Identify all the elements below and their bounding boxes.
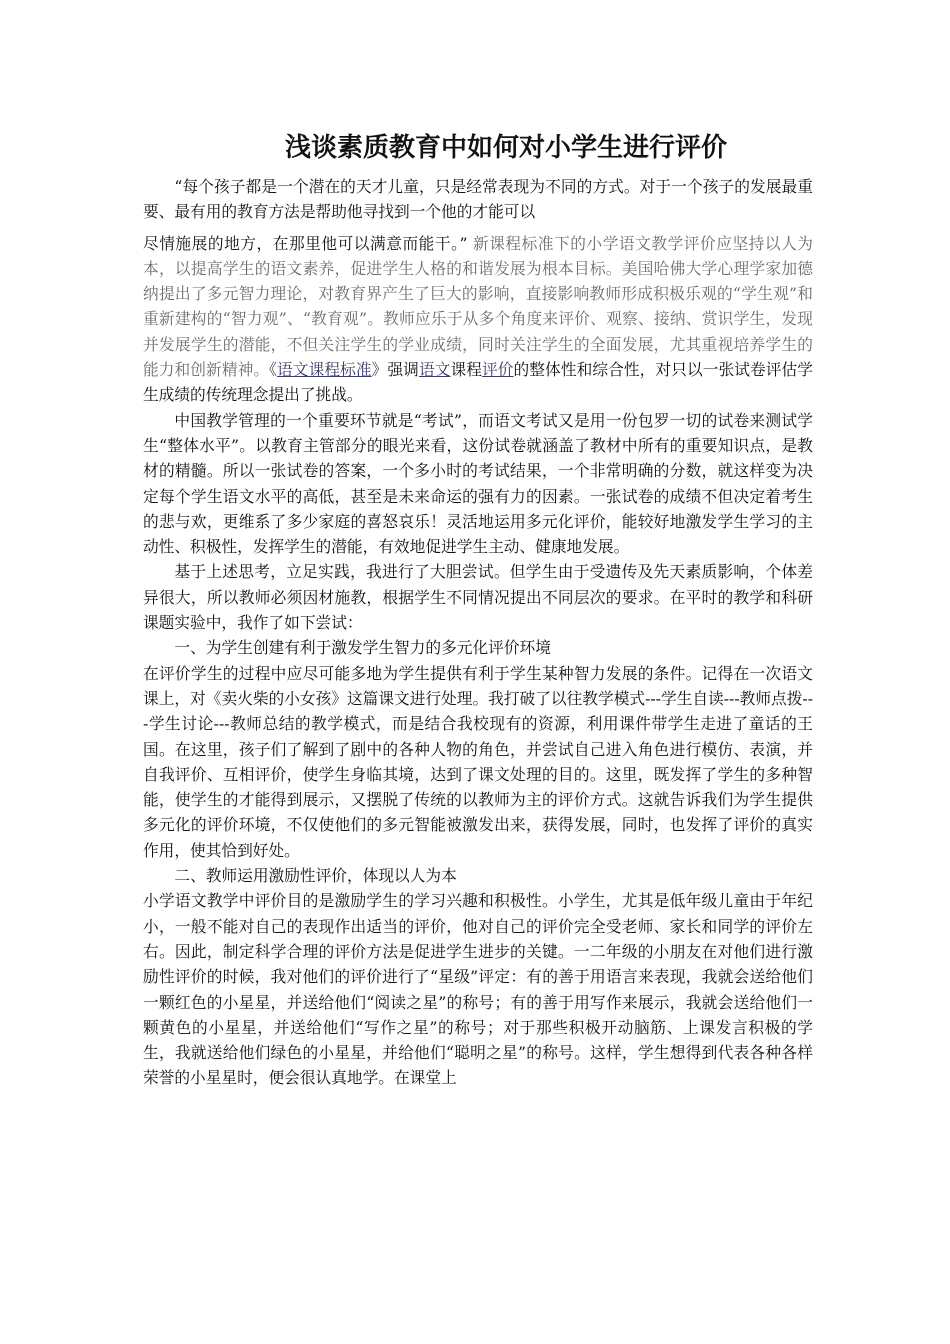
section-heading-2: 二、教师运用激励性评价，体现以人为本 — [174, 866, 457, 886]
bracket-close: 》 — [371, 360, 388, 380]
document-page — [143, 128, 813, 1091]
bracket-open: 《 — [269, 360, 278, 380]
intro-paragraph — [143, 174, 813, 225]
intro-quote-part2: 尽情施展的地方，在那里他可以满意而能干。” — [143, 233, 468, 253]
text-course: 课程 — [450, 360, 482, 380]
intro-paragraph-cont — [143, 231, 813, 408]
document-title: 浅谈素质教育中如何对小学生进行评价 — [284, 133, 727, 163]
link-language-curriculum-standard[interactable]: 语文课程标准 — [277, 360, 372, 380]
section-heading-1: 一、为学生创建有利于激发学生智力的多元化评价环境 — [174, 638, 551, 658]
intro-grey-text: 新课程标准下的小学语文教学评价应坚持以人为本，以提高学生的语文素养，促进学生人格的和谐发展为根本目标。美国哈佛大学心理学家加德纳提出了多元智力理论，对教育界产生了巨大的影响，直接影响教师形成积极乐观的“学生观”和重新建构的“智力观”、“教育观”。教师应乐于从多个角度来评价、观察、接纳、赏识学生，发现并发展学生的潜能，不但关注学生的学业成绩，同时关注学生的全面发展，尤其重视培养学生的能力和创新精神。 — [143, 233, 813, 380]
text-rest: 的整体性和综合性，对只以一张试卷评估学生成绩的传统理念提出了挑战。 — [143, 360, 813, 405]
intro-quote-part1: “每个孩子都是一个潜在的天才儿童，只是经常表现为不同的方式。对于一个孩子的发展最重要、最有用的教育方法是帮助他寻找到一个他的才能可以 — [143, 177, 813, 222]
section1-paragraph: 在评价学生的过程中应尽可能多地为学生提供有利于学生某种智力发展的条件。记得在一次语文课上，对《卖火柴的小女孩》这篇课文进行处理。我打破了以往教学模式---学生自读---教师点拨---学生讨论---教师总结的教学模式，而是结合我校现有的资源，利用课件带学生走进了童话的王国。在这里，孩子们了解到了剧中的各种人物的角色，并尝试自己进入角色进行模仿、表演，并自我评价、互相评价，使学生身临其境，达到了课文处理的目的。这里，既发挥了学生的多种智能，使学生的才能得到展示，又摆脱了传统的以教师为主的评价方式。这就告诉我们为学生提供多元化的评价环境，不仅使他们的多元智能被激发出来，获得发展，同时，也发挥了评价的真实作用，使其恰到好处。 — [143, 663, 813, 860]
section2-paragraph: 小学语文教学中评价目的是激励学生的学习兴趣和积极性。小学生，尤其是低年级儿童由于年纪小，一般不能对自己的表现作出适当的评价，他对自己的评价完全受老师、家长和同学的评价左右。因此，制定科学合理的评价方法是促进学生进步的关键。一二年级的小朋友在对他们进行激励性评价的时候，我对他们的评价进行了“星级”评定：有的善于用语言来表现，我就会送给他们一颗红色的小星星，并送给他们“阅读之星”的称号；有的善于用写作来展示，我就会送给他们一颗黄色的小星星，并送给他们“写作之星”的称号；对于那些积极开动脑筋、上课发言积极的学生，我就送给他们绿色的小星星，并给他们“聪明之星”的称号。这样，学生想得到代表各种各样荣誉的小星星时，便会很认真地学。在课堂上 — [143, 891, 813, 1088]
link-chinese[interactable]: 语文 — [418, 360, 451, 380]
text-emphasize: 强调 — [387, 360, 419, 380]
exam-paragraph: 中国教学管理的一个重要环节就是“考试”，而语文考试又是用一份包罗一切的试卷来测试学生“整体水平”。以教育主管部分的眼光来看，这份试卷就涵盖了教材中所有的重要知识点，是教材的精髓。所以一张试卷的答案，一个多小时的考试结果，一个非常明确的分数，就这样变为决定每个学生语文水平的高低，甚至是未来命运的强有力的因素。一张试卷的成绩不但决定着考生的悲与欢，更维系了多少家庭的喜怒哀乐！灵活地运用多元化评价，能较好地激发学生学习的主动性、积极性，发挥学生的潜能，有效地促进学生主动、健康地发展。 — [143, 410, 813, 557]
link-evaluation[interactable]: 评价 — [482, 360, 514, 380]
basis-paragraph: 基于上述思考，立足实践，我进行了大胆尝试。但学生由于受遗传及先天素质影响，个体差异很大，所以教师必须因材施教，根据学生不同情况提出不同层次的要求。在平时的教学和科研课题实验中，我作了如下尝试： — [143, 562, 813, 633]
